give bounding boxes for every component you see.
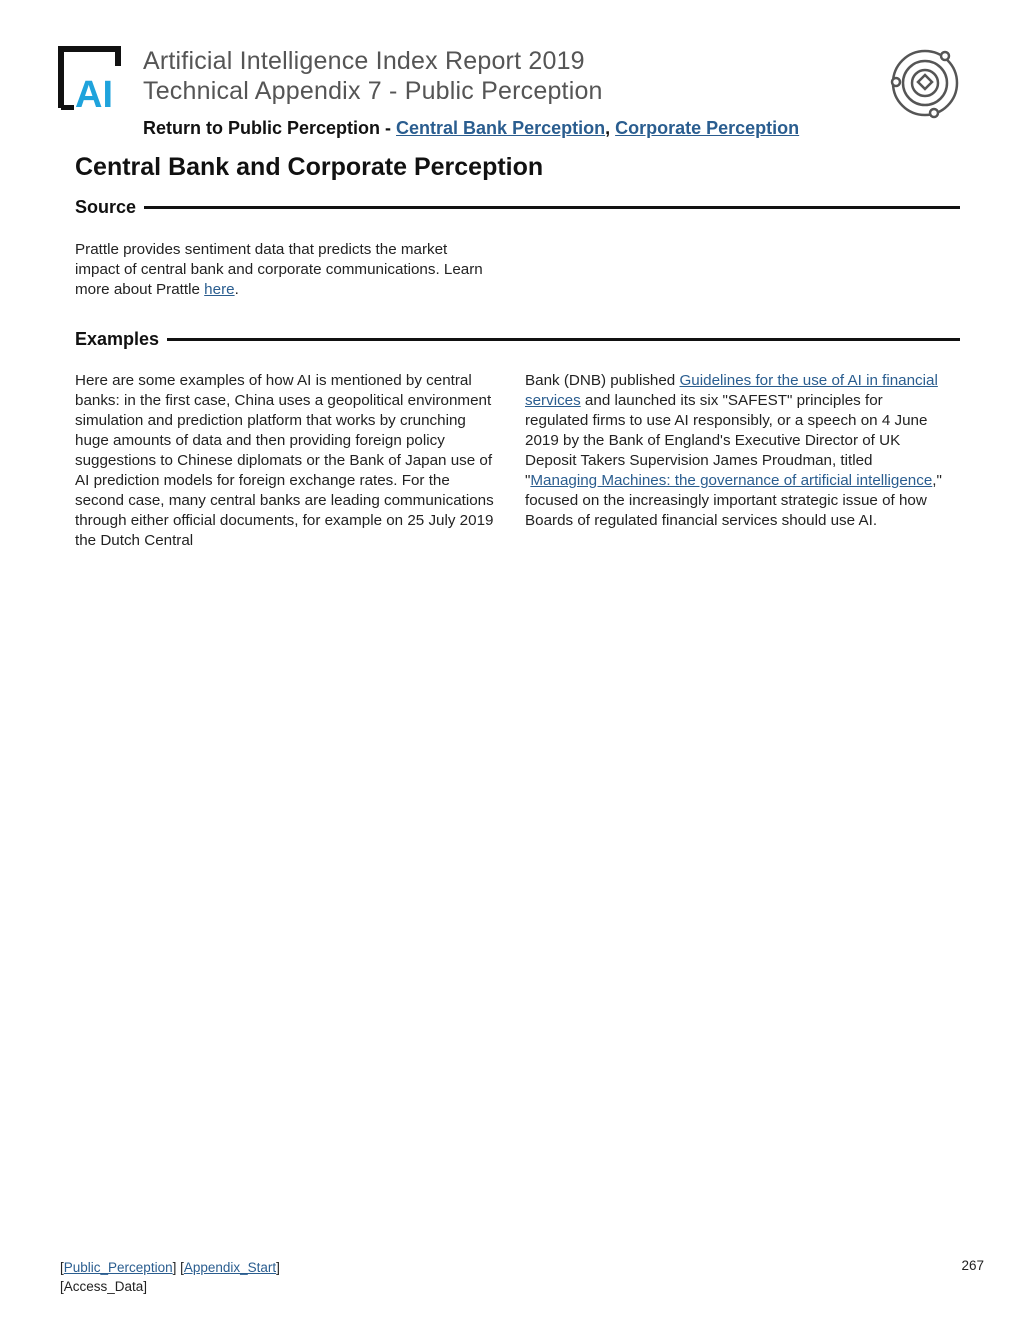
source-paragraph: [75, 240, 495, 300]
examples-col2-text-a: Bank (DNB) published: [525, 372, 680, 389]
footer-bracket: ]: [276, 1260, 280, 1275]
examples-section-header: [75, 326, 960, 352]
managing-machines-link[interactable]: Managing Machines: the governance of artificial intelligence: [530, 472, 933, 489]
corporate-perception-link[interactable]: Corporate Perception: [615, 118, 800, 138]
footer-public-perception-link[interactable]: Public_Perception: [63, 1260, 173, 1275]
report-title: Artificial Intelligence Index Report 2019: [143, 47, 585, 75]
examples-column-1: Here are some examples of how AI is mentioned by central banks: in the first case, China uses a geopolitical environment simulation and prediction platform that works by crunching huge amounts of data and then providing foreign policy suggestions to Chinese diplomats or the Bank of Japan use of AI prediction models for foreign exchange rates. For the second case, many central banks are leading communications through either official documents, for example on 25 July 2019 the Dutch Central: [75, 372, 494, 549]
return-navigation: [143, 118, 799, 139]
page-number: 267: [961, 1258, 984, 1273]
source-text: Prattle provides sentiment data that predicts the market impact of central bank and corporate communications. Learn more about Prattle: [75, 241, 483, 298]
ai-index-logo: [58, 46, 132, 110]
dnb-guidelines-link[interactable]: Guidelines for the use of AI in financial services: [525, 372, 938, 409]
section-divider: [167, 338, 960, 341]
source-heading: Source: [75, 196, 137, 217]
orbit-icon: [886, 44, 964, 120]
prattle-here-link[interactable]: here: [204, 281, 235, 298]
return-prefix: Return to Public Perception -: [143, 118, 397, 138]
appendix-title: Technical Appendix 7 - Public Perception: [143, 77, 603, 105]
source-section-header: [75, 194, 960, 220]
section-divider: [144, 206, 960, 209]
logo-text: AI: [75, 74, 113, 110]
footer-appendix-start-link[interactable]: Appendix_Start: [183, 1260, 277, 1275]
examples-col2-text-b: and launched its six "SAFEST" principles for regulated firms to use AI responsibly, or a speech on 4 June 2019 by the Bank of England's Executive Director of UK Deposit Takers Supervision James Proudman, titled ": [525, 392, 928, 489]
examples-column-2: [525, 371, 945, 531]
central-bank-perception-link[interactable]: Central Bank Perception: [396, 118, 606, 138]
footer-access-data[interactable]: [Access_Data]: [60, 1279, 148, 1294]
examples-heading: Examples: [75, 328, 160, 349]
return-separator: ,: [605, 118, 616, 138]
source-end: .: [234, 281, 239, 298]
footer-bracket: ] [: [172, 1260, 184, 1275]
examples-col2-text-c: ," focused on the increasingly important strategic issue of how Boards of regulated financial services should use AI.: [525, 472, 942, 529]
page-title: Central Bank and Corporate Perception: [75, 153, 544, 181]
footer-bracket: [: [60, 1260, 64, 1275]
footer-navigation: [60, 1258, 280, 1296]
